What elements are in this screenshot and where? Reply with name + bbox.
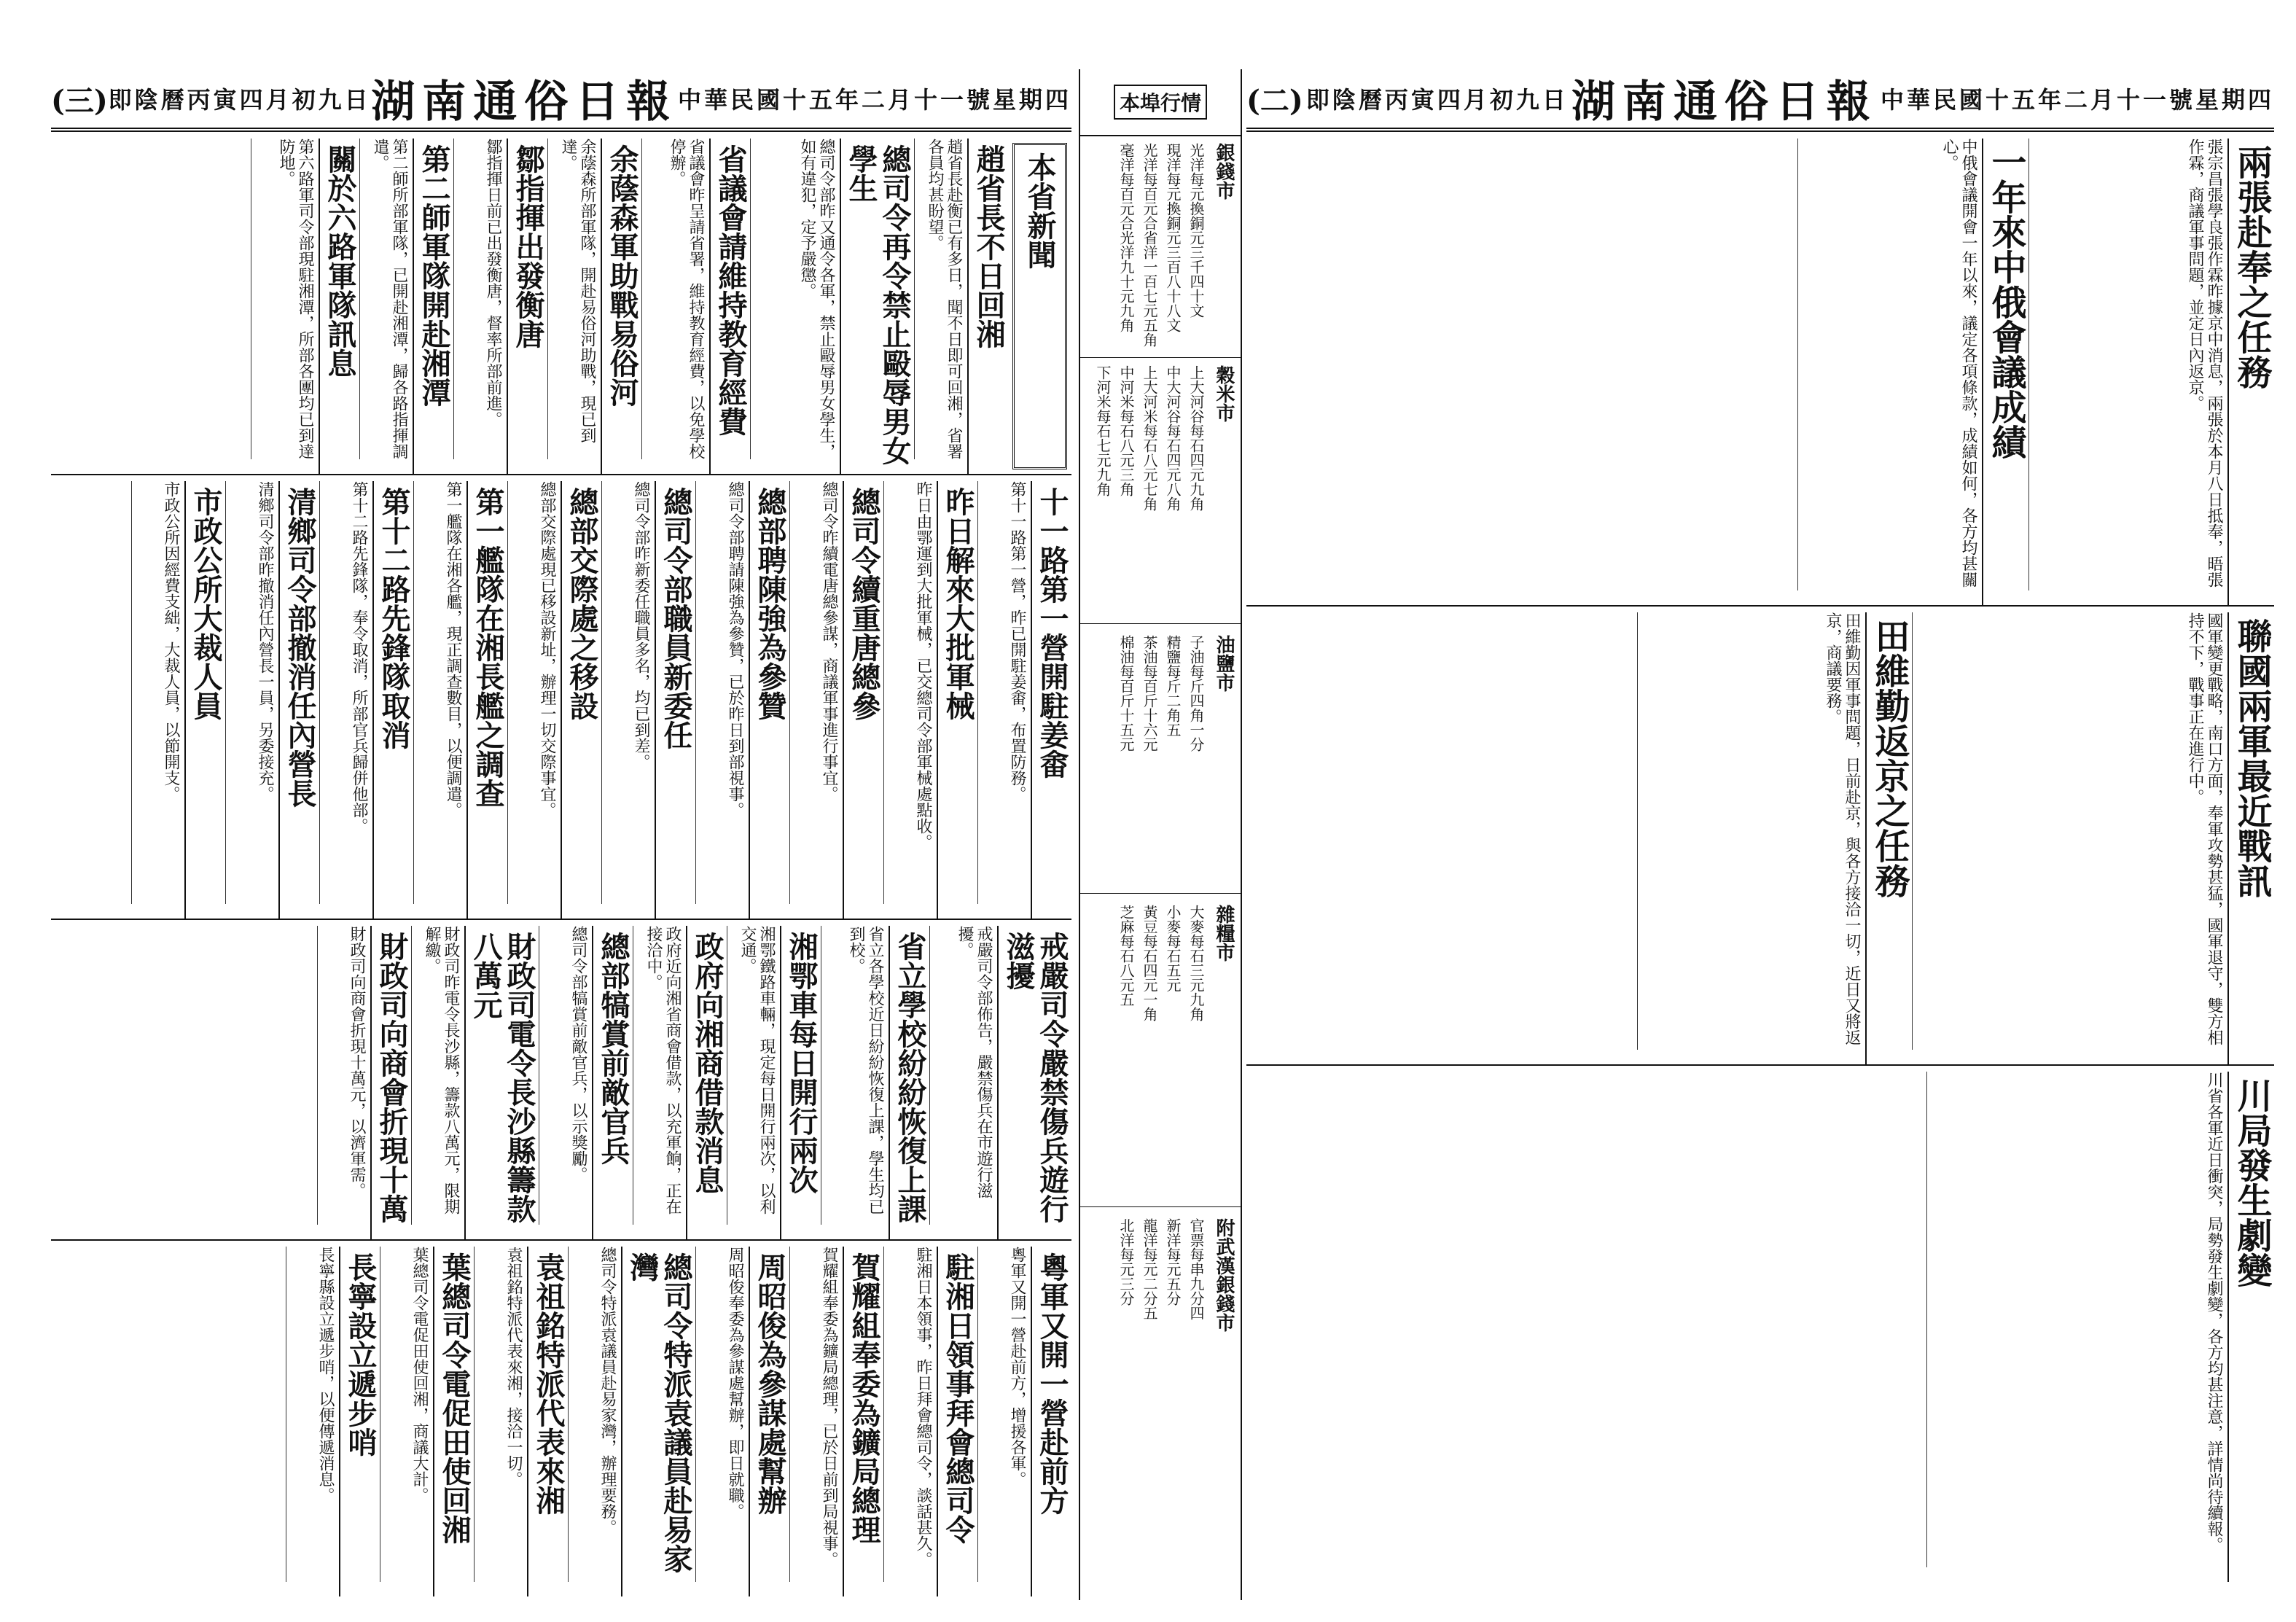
- article-title: 周昭俊為參謀處幫辦: [749, 1247, 789, 1596]
- market-line: 上大河米每石八元七角: [1141, 365, 1158, 511]
- left-bottom-row: [51, 1247, 1071, 1596]
- article-title: 聯國兩軍最近戰訊: [2227, 612, 2274, 1064]
- article-body: 袁祖銘特派代表來湘，接洽一切。: [474, 1247, 527, 1582]
- article-title: 省議會請維持教育經費: [709, 139, 750, 474]
- article-body: 國軍變更戰略，南口方面，奉軍攻勢甚猛，國軍退守，雙方相持不下，戰事正在進行中。: [1912, 612, 2227, 1050]
- market-line: 茶油每百斤十六元: [1141, 635, 1158, 752]
- article-body: 第一艦隊在湘各艦，現正調查數目，以便調遣。: [413, 481, 466, 904]
- market-line: 新洋每元五分: [1164, 1218, 1182, 1306]
- article-title: 總司令再令禁止毆辱男女學生: [840, 139, 914, 474]
- article-body: 總司令部犒賞前敵官兵，以示獎勵。: [539, 926, 592, 1225]
- left-top-row: [51, 139, 1071, 475]
- article-title: 市政公所大裁人員: [184, 481, 225, 919]
- article-title: 總部聘陳強為參贊: [749, 481, 789, 919]
- article-title: 總司令特派袁議員赴易家灣: [621, 1247, 695, 1596]
- market-heading: 雜糧市: [1213, 905, 1235, 962]
- article-body: 第六路軍司令部現駐湘潭，所部各團均已到達防地。: [251, 139, 319, 459]
- article-body: 余蔭森所部軍隊，開赴易俗河助戰，現已到達。: [547, 139, 601, 459]
- market-section: [1080, 139, 1241, 358]
- masthead-lunar: 即陰曆丙寅四月初九日: [108, 86, 371, 114]
- masthead-date: 中華民國十五年二月十一號星期四: [677, 86, 1071, 114]
- article-body: 總司令特派袁議員赴易家灣，辦理要務。: [568, 1247, 621, 1582]
- market-line: 中河米每石八元三角: [1117, 365, 1135, 496]
- market-line: 光洋每百元合省洋一百七元五角: [1141, 143, 1158, 347]
- article-title: 關於六路軍隊訊息: [319, 139, 359, 474]
- market-section: [1080, 1214, 1241, 1593]
- newspaper-title: 湖南通俗日報: [371, 77, 678, 128]
- market-line: 下河米每石七元九角: [1094, 365, 1112, 496]
- masthead-lunar: 即陰曆丙寅四月初九日: [1305, 86, 1569, 114]
- article-title: 財政司電令長沙縣籌款八萬元: [464, 926, 539, 1239]
- market-line: 棉油每百斤十五元: [1117, 635, 1135, 752]
- market-line: 光洋每元換銅元三千四十文: [1187, 143, 1205, 318]
- article-body: 昨日由鄂運到大批軍械，已交總司令部軍械處點收。: [883, 481, 937, 904]
- article-body: 駐湘日本領事，昨日拜會總司令，談話甚久。: [883, 1247, 937, 1582]
- market-column: [1079, 69, 1242, 1600]
- masthead-date: 中華民國十五年二月十一號星期四: [1880, 86, 2274, 114]
- article-body: 第十一路第一營，昨已開駐姜畬，布置防務。: [977, 481, 1031, 904]
- article-title: 昨日解來大批軍械: [937, 481, 977, 919]
- article-body: 市政公所因經費支絀，大裁人員，以節開支。: [131, 481, 184, 904]
- article-title: 總部交際處之移設: [561, 481, 601, 919]
- article-body: 總司令部聘請陳強為參贊，已於昨日到部視事。: [695, 481, 749, 904]
- article-title: 兩張赴奉之任務: [2227, 139, 2274, 605]
- article-title: 賀耀組奉委為鑛局總理: [843, 1247, 883, 1596]
- article-title: 粵軍又開一營赴前方: [1031, 1247, 1071, 1596]
- left-mid-row: [51, 481, 1071, 920]
- left-lower-row: [51, 926, 1071, 1241]
- market-line: 上大河谷每石四元九角: [1187, 365, 1205, 511]
- article-body: 財政司昨電令長沙縣，籌款八萬元，限期解繳。: [411, 926, 464, 1225]
- article-body: 張宗昌張學良張作霖昨據京中消息，兩張於本月八日抵奉，晤張作霖，商議軍事問題，並定日內返京。: [2028, 139, 2227, 590]
- market-heading: 油鹽市: [1213, 635, 1235, 692]
- article-title: 袁祖銘特派代表來湘: [527, 1247, 568, 1596]
- masthead-left: [51, 69, 1071, 132]
- market-line: 大麥每石三元九角: [1187, 905, 1205, 1021]
- market-line: 北洋每元三分: [1117, 1218, 1135, 1306]
- market-section: [1080, 361, 1241, 624]
- article-body: 總司令昨續電唐總參謀，商議軍事進行事宜。: [789, 481, 843, 904]
- article-title: 總司令續重唐總參: [843, 481, 883, 919]
- article-body: 賀耀組奉委為鑛局總理，已於日前到局視事。: [789, 1247, 843, 1582]
- market-line: 官票每串九分四: [1187, 1218, 1205, 1320]
- market-line: 中大河谷每石四元八角: [1164, 365, 1182, 511]
- article-body: 中俄會議開會一年以來，議定各項條款，成績如何，各方均甚關心。: [1797, 139, 1982, 590]
- article-body: 總司令部昨新委任職員多名，均已到差。: [601, 481, 655, 904]
- article-body: 總部交際處現已移設新址，辦理一切交際事宜。: [507, 481, 561, 904]
- article-body: 第十二路先鋒隊，奉令取消，所部官兵歸併他部。: [319, 481, 372, 904]
- market-title: 本埠行情: [1080, 69, 1241, 136]
- right-bottom-row: [1246, 1072, 2274, 1582]
- article-title: 第一艦隊在湘長艦之調查: [466, 481, 507, 919]
- article-body: 川省各軍近日衝突，局勢發生劇變，各方均甚注意，詳情尚待續報。: [1926, 1072, 2227, 1567]
- article-body: 省立各學校近日紛紛恢復上課，學生均已到校。: [821, 926, 889, 1225]
- market-line: 芝麻每石八元五: [1117, 905, 1135, 1007]
- article-title: 清鄉司令部撤消任內營長: [278, 481, 319, 919]
- article-title: 十一路第一營開駐姜畬: [1031, 481, 1071, 919]
- article-title: 湘鄂車每日開行兩次: [780, 926, 821, 1239]
- article-body: 財政司向商會折現十萬元，以濟軍需。: [317, 926, 370, 1225]
- article-body: 清鄉司令部昨撤消任內營長一員，另委接充。: [225, 481, 278, 904]
- article-body: 政府近向湘省商會借款，以充軍餉，正在接洽中。: [633, 926, 686, 1225]
- article-title: 鄒指揮出發衡唐: [507, 139, 547, 474]
- market-section: [1080, 900, 1241, 1207]
- article-title: 駐湘日領事拜會總司令: [937, 1247, 977, 1596]
- article-title: 余蔭森軍助戰易俗河: [601, 139, 641, 474]
- article-body: 葉總司令電促田使回湘，商議大計。: [380, 1247, 433, 1582]
- article-body: 長寧縣設立遞步哨，以便傳遞消息。: [286, 1247, 339, 1582]
- market-line: 龍洋每元二分五: [1141, 1218, 1158, 1320]
- market-line: 毫洋每百元合光洋九十元九角: [1117, 143, 1135, 332]
- masthead-right: [1246, 69, 2274, 132]
- page-number: (二): [1246, 83, 1303, 118]
- article-title: 長寧設立遞步哨: [339, 1247, 380, 1596]
- market-line: 小麥每石五元: [1164, 905, 1182, 992]
- article-body: 鄒指揮日前已出發衡唐，督率所部前進。: [453, 139, 507, 459]
- article-body: 戒嚴司令部佈告，嚴禁傷兵在市遊行滋擾。: [929, 926, 997, 1225]
- market-line: 黃豆每石四元一角: [1141, 905, 1158, 1021]
- article-title: 第十二路先鋒隊取消: [372, 481, 413, 919]
- article-title: 總部犒賞前敵官兵: [592, 926, 633, 1239]
- article-body: 湘鄂鐵路車輛，現定每日開行兩次，以利交通。: [727, 926, 780, 1225]
- article-title: 總司令部職員新委任: [655, 481, 695, 919]
- section-label: 本省新聞: [1012, 143, 1067, 469]
- market-line: 現洋每元換銅元三百八十八文: [1164, 143, 1182, 332]
- article-title: 第二師軍隊開赴湘潭: [413, 139, 453, 474]
- market-line: 子油每斤四角一分: [1187, 635, 1205, 752]
- article-body: 周昭俊奉委為參謀處幫辦，即日就職。: [695, 1247, 749, 1582]
- market-heading: 銀錢市: [1213, 143, 1235, 200]
- article-title: 政府向湘商借款消息: [686, 926, 727, 1239]
- newspaper-title: 湖南通俗日報: [1571, 77, 1878, 128]
- market-heading: 附武漢銀錢市: [1213, 1218, 1235, 1332]
- article-title: 川局發生劇變: [2227, 1072, 2274, 1582]
- right-top-row: [1246, 139, 2274, 607]
- article-body: 總司令部昨又通令各軍，禁止毆辱男女學生，如有違犯，定予嚴懲。: [750, 139, 840, 459]
- market-line: 精鹽每斤二角五: [1164, 635, 1182, 737]
- page-number: (三): [51, 83, 108, 118]
- article-title: 財政司向商會折現十萬: [370, 926, 411, 1239]
- right-mid-row: [1246, 612, 2274, 1066]
- market-section: [1080, 631, 1241, 894]
- article-title: 田維勤返京之任務: [1865, 612, 1912, 1064]
- article-title: 省立學校紛紛恢復上課: [889, 926, 929, 1239]
- article-body: 粵軍又開一營赴前方，增援各軍。: [977, 1247, 1031, 1582]
- article-title: 一年來中俄會議成績: [1982, 139, 2028, 605]
- article-body: 趙省長赴衡已有多日，聞不日即可回湘，省署各員均甚盼望。: [914, 139, 967, 459]
- article-body: 田維勤因軍事問題，日前赴京，與各方接洽一切，近日又將返京，商議要務。: [1637, 612, 1865, 1050]
- article-body: 第二師所部軍隊，已開赴湘潭，歸各路指揮調遣。: [359, 139, 413, 459]
- article-body: 省議會昨呈請省署，維持教育經費，以免學校停辦。: [641, 139, 709, 459]
- article-title: 趙省長不日回湘: [967, 139, 1008, 474]
- market-heading: 穀米市: [1213, 365, 1235, 422]
- article-title: 戒嚴司令嚴禁傷兵遊行滋擾: [997, 926, 1071, 1239]
- article-title: 葉總司令電促田使回湘: [433, 1247, 474, 1596]
